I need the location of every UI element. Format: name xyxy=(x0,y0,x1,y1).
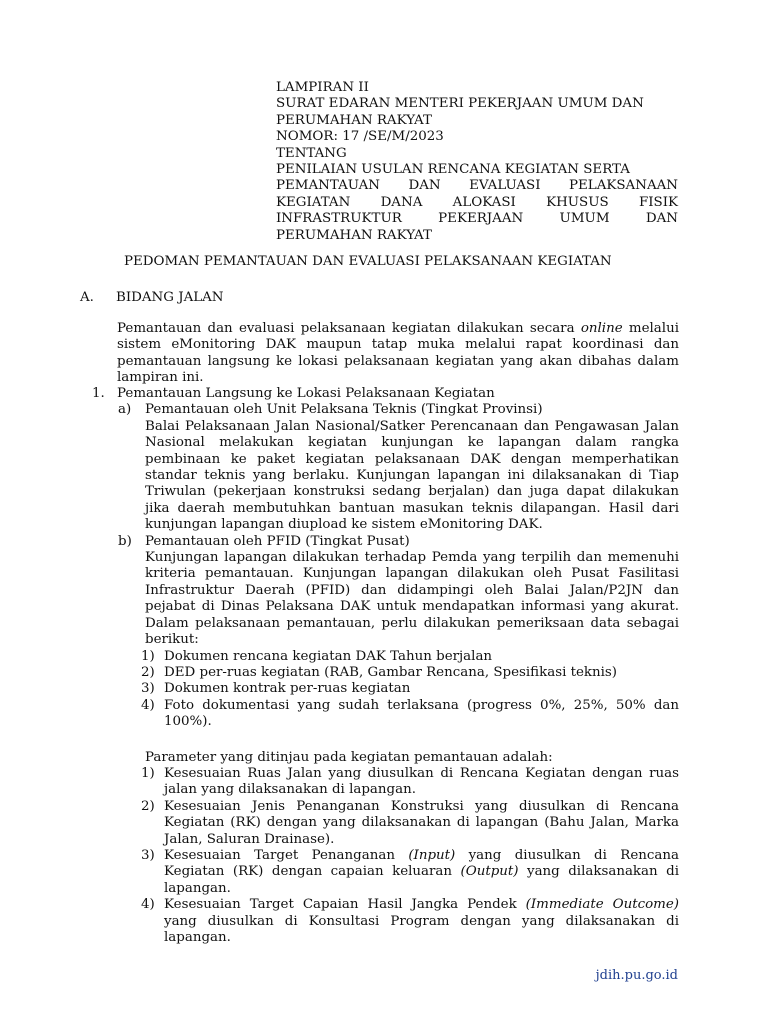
intro-italic: online xyxy=(580,321,623,336)
header-line: PENILAIAN USULAN RENCANA KEGIATAN SERTA xyxy=(276,162,630,178)
item-text: DED per-ruas kegiatan (RAB, Gambar Rencana, Spesifikasi teknis) xyxy=(164,664,618,680)
header-line: LAMPIRAN II xyxy=(276,80,369,95)
item-text xyxy=(164,848,679,896)
footer-link[interactable]: jdih.pu.go.id xyxy=(595,968,678,983)
list-item xyxy=(80,649,679,665)
document-title: PEDOMAN PEMANTAUAN DAN EVALUASI PELAKSANAAN KEGIATAN xyxy=(124,254,612,269)
document-body xyxy=(80,386,679,946)
item-paragraph: Balai Pelaksanaan Jalan Nasional/Satker Perencanaan dan Pengawasan Jalan Nasional melakukan kegiatan kunjungan ke lapangan dalam rangka pembinaan ke paket kegiatan pelaksanaan DAK dengan memperhatikan standar teknis yang berlaku. Kunjungan lapangan ini dilaksanakan di Tiap Triwulan (pekerjaan konstruksi sedang berjalan) dan juga dapat dilakukan jika daerah membutuhkan bantuan masukan teknis dilapangan. Hasil dari kunjungan lapangan diupload ke sistem eMonitoring DAK. xyxy=(145,418,679,533)
item-number: 4) xyxy=(141,697,155,713)
item-number: 4) xyxy=(141,897,155,913)
item-number: 1. xyxy=(92,386,105,401)
intro-text: melalui sistem eMonitoring DAK maupun tatap muka melalui rapat koordinasi dan pemantauan langsung ke lokasi pelaksanaan kegiatan yang akan dibahas dalam lampiran ini. xyxy=(117,321,679,386)
header-line: NOMOR: 17 /SE/M/2023 xyxy=(276,129,444,145)
list-item xyxy=(80,386,679,402)
params-intro: Parameter yang ditinjau pada kegiatan pemantauan adalah: xyxy=(145,749,553,765)
item-number: 1) xyxy=(141,765,155,781)
text-run: yang diusulkan di Konsultasi Program dengan yang dilaksanakan di lapangan. xyxy=(164,913,679,945)
list-item xyxy=(80,665,679,681)
italic-run: (Input) xyxy=(408,847,456,863)
item-paragraph: Kunjungan lapangan dilakukan terhadap Pemda yang terpilih dan memenuhi kriteria pemantauan. Kunjungan lapangan dilakukan oleh Pusat Fasilitasi Infrastruktur Daerah (PFID) dan didampingi oleh Balai Jalan/P2JN dan pejabat di Dinas Pelaksana DAK untuk mendapatkan informasi yang akurat. Dalam pelaksanaan pemantauan, perlu dilakukan pemeriksaan data sebagai berikut: xyxy=(145,550,679,648)
list-item xyxy=(80,681,679,697)
header-line: KEGIATAN DANA ALOKASI KHUSUS FISIK xyxy=(276,194,678,210)
item-number: 1) xyxy=(141,648,155,664)
item-number: 2) xyxy=(141,664,155,680)
item-number: 3) xyxy=(141,681,155,697)
item-text: Dokumen kontrak per-ruas kegiatan xyxy=(164,681,411,697)
item-text: Dokumen rencana kegiatan DAK Tahun berjalan xyxy=(164,648,493,664)
item-number: a) xyxy=(118,402,132,418)
header-line: SURAT EDARAN MENTERI PEKERJAAN UMUM DAN xyxy=(276,96,644,112)
item-label: Pemantauan oleh Unit Pelaksana Teknis (Tingkat Provinsi) xyxy=(145,402,543,418)
item-text: Kesesuaian Jenis Penanganan Konstruksi yang diusulkan di Rencana Kegiatan (RK) dengan yang dilaksanakan di lapangan (Bahu Jalan, Marka Jalan, Saluran Drainase). xyxy=(164,798,679,847)
item-number: 3) xyxy=(141,847,155,863)
text-run: Kesesuaian Target Capaian Hasil Jangka Pendek xyxy=(164,897,526,913)
section-label: BIDANG JALAN xyxy=(116,290,224,305)
list-item xyxy=(80,897,679,946)
item-text: Kesesuaian Ruas Jalan yang diusulkan di Rencana Kegiatan dengan ruas jalan yang dilaksanakan di lapangan. xyxy=(164,765,679,798)
list-item xyxy=(80,848,679,897)
italic-run: (Immediate Outcome) xyxy=(525,897,680,913)
item-number: b) xyxy=(118,533,132,549)
text-run: yang diusulkan di Rencana Kegiatan (RK) dengan capaian keluaran xyxy=(164,847,679,880)
item-text xyxy=(164,897,679,945)
list-item xyxy=(80,799,679,848)
document-header xyxy=(276,80,678,244)
list-item xyxy=(80,698,679,731)
item-label: Pemantauan Langsung ke Lokasi Pelaksanaan Kegiatan xyxy=(117,386,495,401)
item-number: 2) xyxy=(141,798,155,814)
list-item xyxy=(80,766,679,799)
item-text: Foto dokumentasi yang sudah terlaksana (progress 0%, 25%, 50% dan 100%). xyxy=(164,697,679,730)
header-line: PERUMAHAN RAKYAT xyxy=(276,112,432,128)
section-letter: A. xyxy=(80,290,94,305)
text-run: yang dilaksanakan di lapangan. xyxy=(164,864,679,896)
list-item xyxy=(80,402,679,418)
section-heading xyxy=(80,290,224,306)
italic-run: (Output) xyxy=(460,864,519,880)
intro-paragraph xyxy=(117,321,679,387)
intro-text: Pemantauan dan evaluasi pelaksanaan kegiatan dilakukan secara xyxy=(117,321,581,336)
header-line: INFRASTRUKTUR PEKERJAAN UMUM DAN xyxy=(276,211,678,227)
text-run: Kesesuaian Target Penanganan xyxy=(164,847,409,863)
header-line: PERUMAHAN RAKYAT xyxy=(276,227,432,243)
header-line: TENTANG xyxy=(276,145,347,161)
item-label: Pemantauan oleh PFID (Tingkat Pusat) xyxy=(145,533,410,549)
list-item xyxy=(80,534,679,550)
header-line: PEMANTAUAN DAN EVALUASI PELAKSANAAN xyxy=(276,178,678,194)
